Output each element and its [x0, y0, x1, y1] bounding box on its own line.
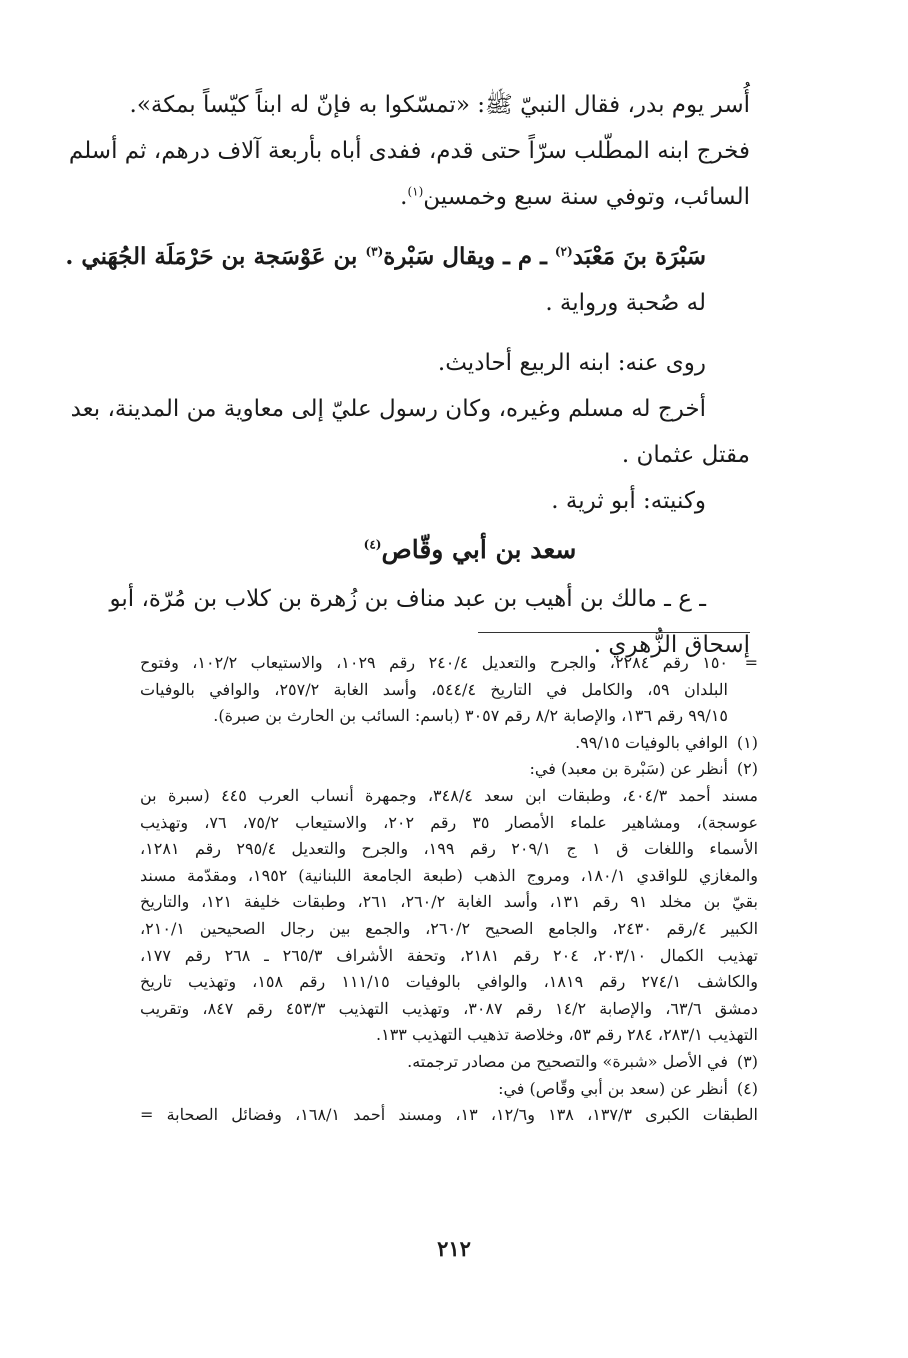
main-line: ـ ع ـ مالك بن أهيب بن عبد مناف بن زُهرة بن كلاب بن مُرّة، أبو	[109, 586, 706, 612]
main-line: أخرج له مسلم وغيره، وكان رسول عليّ إلى معاوية من المدينة، بعد	[70, 396, 706, 422]
footnote-label: (١)	[736, 732, 758, 752]
entry-heading-sabra: سَبْرَة بنَ مَعْبَد$^{(٢)}$ ـ م ـ ويقال سَبْرة$^{(٣)}$ بن عَوْسَجة بن حَرْمَلَة الجُهَني .	[65, 243, 706, 270]
footnote-line: الكبير ٤/رقم ٢٤٣٠، والجامع الصحيح ٢٦٠/٢، والجمع بين رجال الصحيحين ٢١٠/١،	[140, 918, 759, 938]
footnote-ref: (١)	[407, 184, 424, 199]
footnote-line: الأسماء واللغات ق ١ ج ٢٠٩/١ رقم ١٩٩، والجرح والتعديل ٢٩٥/٤ رقم ١٢٨١،	[140, 839, 759, 859]
footnote-label: (٣)	[736, 1051, 758, 1071]
footnote-ref: (٣)	[365, 244, 384, 259]
footnote-2: (٢)أنظر عن (سَبْرة بن معبد) في:	[140, 756, 758, 783]
footnote-line: والمغازي للواقدي ١٨٠/١، ومروج الذهب (طبعة الجامعة اللبنانية) ١٩٥٢، ومقدّمة مسند	[140, 865, 758, 885]
main-line: روى عنه: ابنه الربيع أحاديث.	[437, 350, 706, 376]
continuation-marker: =	[140, 1105, 154, 1125]
footnote-line: التهذيب ٢٨٣/١، ٢٨٤ رقم ٥٣، وخلاصة تذهيب التهذيب ١٣٣.	[376, 1025, 758, 1045]
footnote-line: والكاشف ٢٧٤/١ رقم ١٨١٩، والوافي بالوفيات ١١١/١٥ رقم ١٥٨، وتهذيب تاريخ	[140, 972, 758, 992]
footnote-3: (٣)في الأصل «شبرة» والتصحيح من مصادر ترجمته.	[140, 1049, 758, 1076]
footnote-divider	[478, 632, 750, 633]
main-line: السائب، وتوفي سنة سبع وخمسين$^{(١)}$.	[400, 184, 750, 210]
footnote-ref: (٢)	[554, 244, 573, 259]
footnote-label: (٢)	[736, 759, 758, 779]
footnote-label: (٤)	[736, 1078, 758, 1098]
footnote-line: عوسجة)، ومشاهير علماء الأمصار ٣٥ رقم ٢٠٢، والاستيعاب ٧٥/٢، ٧٦، وتهذيب	[140, 812, 758, 832]
main-line: أُسر يوم بدر، فقال النبيّ ﷺ: «تمسّكوا به فإنّ له ابناً كيّساً بمكة».	[129, 92, 750, 118]
page-number: ٢١٢	[437, 1236, 471, 1261]
footnote-line: ٩٩/١٥ رقم ١٣٦، والإصابة ٨/٢ رقم ٣٠٥٧ (باسم: السائب بن الحارث بن صبرة).	[213, 706, 728, 726]
footnote-line: دمشق ٦٣/٦، والإصابة ١٤/٢ رقم ٣٠٨٧، وتهذيب التهذيب ٤٥٣/٣ رقم ٨٤٧، وتقريب	[140, 998, 759, 1018]
main-line: وكنيته: أبو ثرية .	[551, 488, 706, 514]
main-text	[65, 82, 750, 668]
footnote-line: بقيّ بن مخلد ٩١ رقم ١٣١، وأسد الغابة ٢٦٠/٢، ٢٦١، وطبقات خليفة ١٢١، والتاريخ	[140, 892, 758, 912]
footnotes	[140, 650, 758, 1129]
main-line: إسحاق الزُّهري .	[593, 632, 750, 658]
continuation-marker: =	[744, 653, 759, 672]
footnote-4: (٤)أنظر عن (سعد بن أبي وقّاص) في:	[140, 1076, 758, 1103]
main-line: فخرج ابنه المطّلب سرّاً حتى قدم، ففدى أباه بأربعة آلاف درهم، ثم أسلم	[68, 138, 750, 164]
footnote-line: مسند أحمد ٤٠٤/٣، وطبقات ابن سعد ٣٤٨/٤، وجمهرة أنساب العرب ٤٤٥ (سبرة بن	[140, 785, 758, 805]
main-line: له صُحبة ورواية .	[545, 290, 706, 316]
footnote-line: تهذيب الكمال ٢٠٣/١٠، ٢٠٤ رقم ٢١٨١، وتحفة الأشراف ٢٦٥/٣ ـ ٢٦٨ رقم ١٧٧،	[140, 945, 759, 965]
section-title-saad: سعد بن أبي وقّاص$^{(٤)}$	[363, 535, 577, 564]
footnote-line: =١٥٠ رقم ٢٢٨٤، والجرح والتعديل ٢٤٠/٤ رقم ١٠٢٩، والاستيعاب ١٠٢/٢، وفتوح	[140, 650, 758, 677]
main-line: مقتل عثمان .	[621, 442, 750, 468]
footnote-line: البلدان ٥٩، والكامل في التاريخ ٥٤٤/٤، وأسد الغابة ٢٥٧/٢، والوافي بالوفيات	[140, 679, 729, 699]
footnote-1: (١)الوافي بالوفيات ٩٩/١٥.	[140, 730, 758, 757]
footnote-ref: (٤)	[363, 537, 382, 552]
footnote-line: الطبقات الكبرى ١٣٧/٣، ١٣٨ و١٢/٦، ١٣، ومسند أحمد ١٦٨/١، وفضائل الصحابة =	[140, 1105, 758, 1125]
